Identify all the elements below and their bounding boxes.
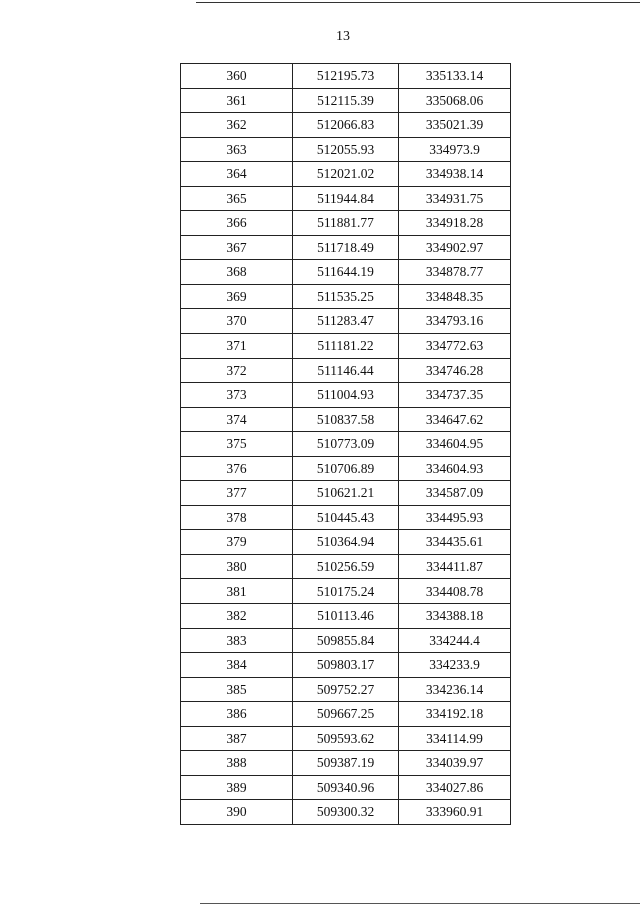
x-coordinate-cell: 509803.17 <box>293 653 399 678</box>
x-coordinate-cell: 511181.22 <box>293 334 399 359</box>
point-number-cell: 365 <box>181 186 293 211</box>
table-row <box>181 628 511 653</box>
point-number-cell: 384 <box>181 653 293 678</box>
x-coordinate-cell: 510175.24 <box>293 579 399 604</box>
table-row <box>181 456 511 481</box>
y-coordinate-cell: 334244.4 <box>399 628 511 653</box>
y-coordinate-cell: 335133.14 <box>399 64 511 89</box>
y-coordinate-cell: 334233.9 <box>399 653 511 678</box>
y-coordinate-cell: 334902.97 <box>399 235 511 260</box>
table-row <box>181 579 511 604</box>
x-coordinate-cell: 511944.84 <box>293 186 399 211</box>
y-coordinate-cell: 334737.35 <box>399 383 511 408</box>
x-coordinate-cell: 512021.02 <box>293 162 399 187</box>
point-number-cell: 389 <box>181 775 293 800</box>
table-row <box>181 88 511 113</box>
x-coordinate-cell: 511881.77 <box>293 211 399 236</box>
y-coordinate-cell: 334746.28 <box>399 358 511 383</box>
x-coordinate-cell: 512115.39 <box>293 88 399 113</box>
x-coordinate-cell: 509340.96 <box>293 775 399 800</box>
table-row <box>181 554 511 579</box>
scan-edge-top <box>196 2 640 3</box>
point-number-cell: 376 <box>181 456 293 481</box>
x-coordinate-cell: 509855.84 <box>293 628 399 653</box>
table-row <box>181 113 511 138</box>
point-number-cell: 372 <box>181 358 293 383</box>
point-number-cell: 371 <box>181 334 293 359</box>
point-number-cell: 362 <box>181 113 293 138</box>
point-number-cell: 379 <box>181 530 293 555</box>
point-number-cell: 374 <box>181 407 293 432</box>
y-coordinate-cell: 334027.86 <box>399 775 511 800</box>
y-coordinate-cell: 334411.87 <box>399 554 511 579</box>
x-coordinate-cell: 511535.25 <box>293 284 399 309</box>
table-row <box>181 407 511 432</box>
point-number-cell: 360 <box>181 64 293 89</box>
x-coordinate-cell: 510837.58 <box>293 407 399 432</box>
point-number-cell: 375 <box>181 432 293 457</box>
x-coordinate-cell: 511644.19 <box>293 260 399 285</box>
y-coordinate-cell: 334604.95 <box>399 432 511 457</box>
x-coordinate-cell: 509387.19 <box>293 751 399 776</box>
coordinates-table-body <box>181 64 511 825</box>
y-coordinate-cell: 334878.77 <box>399 260 511 285</box>
table-row <box>181 751 511 776</box>
table-row <box>181 309 511 334</box>
table-row <box>181 334 511 359</box>
table-row <box>181 137 511 162</box>
x-coordinate-cell: 512195.73 <box>293 64 399 89</box>
y-coordinate-cell: 334973.9 <box>399 137 511 162</box>
point-number-cell: 386 <box>181 702 293 727</box>
y-coordinate-cell: 334039.97 <box>399 751 511 776</box>
x-coordinate-cell: 510773.09 <box>293 432 399 457</box>
x-coordinate-cell: 510706.89 <box>293 456 399 481</box>
point-number-cell: 388 <box>181 751 293 776</box>
y-coordinate-cell: 334772.63 <box>399 334 511 359</box>
table-row <box>181 432 511 457</box>
x-coordinate-cell: 510364.94 <box>293 530 399 555</box>
table-row <box>181 162 511 187</box>
x-coordinate-cell: 511004.93 <box>293 383 399 408</box>
y-coordinate-cell: 334931.75 <box>399 186 511 211</box>
y-coordinate-cell: 334647.62 <box>399 407 511 432</box>
x-coordinate-cell: 512055.93 <box>293 137 399 162</box>
y-coordinate-cell: 334408.78 <box>399 579 511 604</box>
x-coordinate-cell: 511283.47 <box>293 309 399 334</box>
x-coordinate-cell: 510113.46 <box>293 604 399 629</box>
y-coordinate-cell: 335021.39 <box>399 113 511 138</box>
page-number: 13 <box>336 29 350 44</box>
point-number-cell: 377 <box>181 481 293 506</box>
x-coordinate-cell: 511718.49 <box>293 235 399 260</box>
y-coordinate-cell: 334604.93 <box>399 456 511 481</box>
y-coordinate-cell: 333960.91 <box>399 800 511 825</box>
table-row <box>181 726 511 751</box>
y-coordinate-cell: 334793.16 <box>399 309 511 334</box>
table-row <box>181 284 511 309</box>
x-coordinate-cell: 509752.27 <box>293 677 399 702</box>
coordinates-table-container <box>180 63 510 825</box>
point-number-cell: 363 <box>181 137 293 162</box>
x-coordinate-cell: 512066.83 <box>293 113 399 138</box>
y-coordinate-cell: 335068.06 <box>399 88 511 113</box>
table-row <box>181 653 511 678</box>
point-number-cell: 387 <box>181 726 293 751</box>
point-number-cell: 368 <box>181 260 293 285</box>
table-row <box>181 604 511 629</box>
x-coordinate-cell: 510256.59 <box>293 554 399 579</box>
table-row <box>181 358 511 383</box>
point-number-cell: 364 <box>181 162 293 187</box>
coordinates-table <box>180 63 511 825</box>
table-row <box>181 702 511 727</box>
table-row <box>181 481 511 506</box>
point-number-cell: 385 <box>181 677 293 702</box>
table-row <box>181 260 511 285</box>
x-coordinate-cell: 509300.32 <box>293 800 399 825</box>
point-number-cell: 361 <box>181 88 293 113</box>
point-number-cell: 373 <box>181 383 293 408</box>
x-coordinate-cell: 510445.43 <box>293 505 399 530</box>
point-number-cell: 366 <box>181 211 293 236</box>
y-coordinate-cell: 334495.93 <box>399 505 511 530</box>
point-number-cell: 369 <box>181 284 293 309</box>
point-number-cell: 378 <box>181 505 293 530</box>
point-number-cell: 380 <box>181 554 293 579</box>
x-coordinate-cell: 509667.25 <box>293 702 399 727</box>
y-coordinate-cell: 334114.99 <box>399 726 511 751</box>
x-coordinate-cell: 509593.62 <box>293 726 399 751</box>
y-coordinate-cell: 334587.09 <box>399 481 511 506</box>
point-number-cell: 381 <box>181 579 293 604</box>
y-coordinate-cell: 334236.14 <box>399 677 511 702</box>
point-number-cell: 382 <box>181 604 293 629</box>
point-number-cell: 390 <box>181 800 293 825</box>
point-number-cell: 367 <box>181 235 293 260</box>
point-number-cell: 370 <box>181 309 293 334</box>
table-row <box>181 775 511 800</box>
point-number-cell: 383 <box>181 628 293 653</box>
table-row <box>181 530 511 555</box>
x-coordinate-cell: 510621.21 <box>293 481 399 506</box>
table-row <box>181 211 511 236</box>
table-row <box>181 186 511 211</box>
y-coordinate-cell: 334435.61 <box>399 530 511 555</box>
table-row <box>181 64 511 89</box>
table-row <box>181 505 511 530</box>
table-row <box>181 800 511 825</box>
y-coordinate-cell: 334848.35 <box>399 284 511 309</box>
scan-edge-bottom <box>200 903 640 904</box>
x-coordinate-cell: 511146.44 <box>293 358 399 383</box>
table-row <box>181 235 511 260</box>
table-row <box>181 677 511 702</box>
table-row <box>181 383 511 408</box>
y-coordinate-cell: 334192.18 <box>399 702 511 727</box>
y-coordinate-cell: 334938.14 <box>399 162 511 187</box>
y-coordinate-cell: 334918.28 <box>399 211 511 236</box>
y-coordinate-cell: 334388.18 <box>399 604 511 629</box>
